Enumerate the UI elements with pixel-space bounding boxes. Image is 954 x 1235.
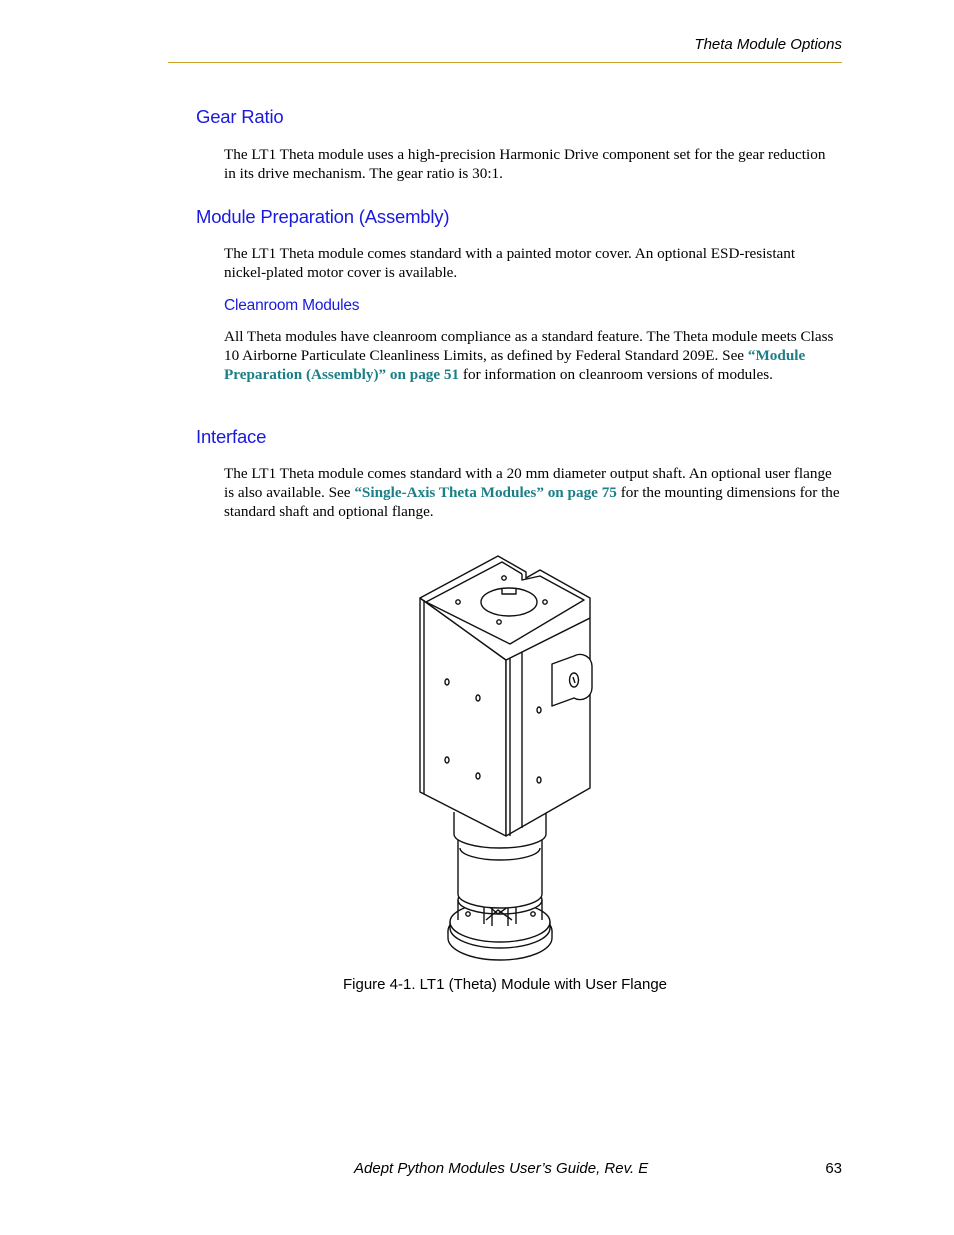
link-single-axis-theta[interactable]: “Single-Axis Theta Modules” on page 75 [354, 483, 617, 501]
interface-text-before: The LT1 Theta module comes standard with a 20 mm diameter output shaft. An optional user flange is also available. See [224, 465, 832, 501]
header-rule [168, 62, 842, 63]
footer-page-number: 63 [825, 1160, 842, 1177]
theta-module-drawing [402, 548, 602, 962]
heading-module-preparation: Module Preparation (Assembly) [196, 206, 450, 227]
heading-gear-ratio: Gear Ratio [196, 106, 284, 127]
footer-document-title: Adept Python Modules User’s Guide, Rev. E [354, 1160, 649, 1177]
paragraph-module-preparation: The LT1 Theta module comes standard with a painted motor cover. An optional ESD-resistant nickel-plated motor cover is available. [224, 245, 796, 281]
cleanroom-text-before: All Theta modules have cleanroom compliance as a standard feature. The Theta module meets Class 10 Airborne Particulate Cleanliness Limits, as defined by Federal Standard 209E. See [224, 328, 834, 364]
paragraph-interface [224, 465, 840, 521]
figure-lt1-theta-module [402, 548, 602, 962]
paragraph-gear-ratio: The LT1 Theta module uses a high-precision Harmonic Drive component set for the gear reduction in its drive mechanism. The gear ratio is 30:1. [224, 146, 826, 182]
running-header: Theta Module Options [694, 36, 842, 53]
cleanroom-text-after: for information on cleanroom versions of modules. [459, 365, 773, 383]
paragraph-cleanroom [224, 328, 840, 384]
interface-text-after: for the mounting dimensions for the standard shaft and optional flange. [224, 483, 840, 520]
heading-interface: Interface [196, 426, 267, 447]
figure-caption: Figure 4-1. LT1 (Theta) Module with User Flange [342, 976, 668, 993]
heading-cleanroom-modules: Cleanroom Modules [224, 297, 360, 314]
link-module-preparation[interactable]: “Module Preparation (Assembly)” on page 51 [224, 346, 806, 383]
